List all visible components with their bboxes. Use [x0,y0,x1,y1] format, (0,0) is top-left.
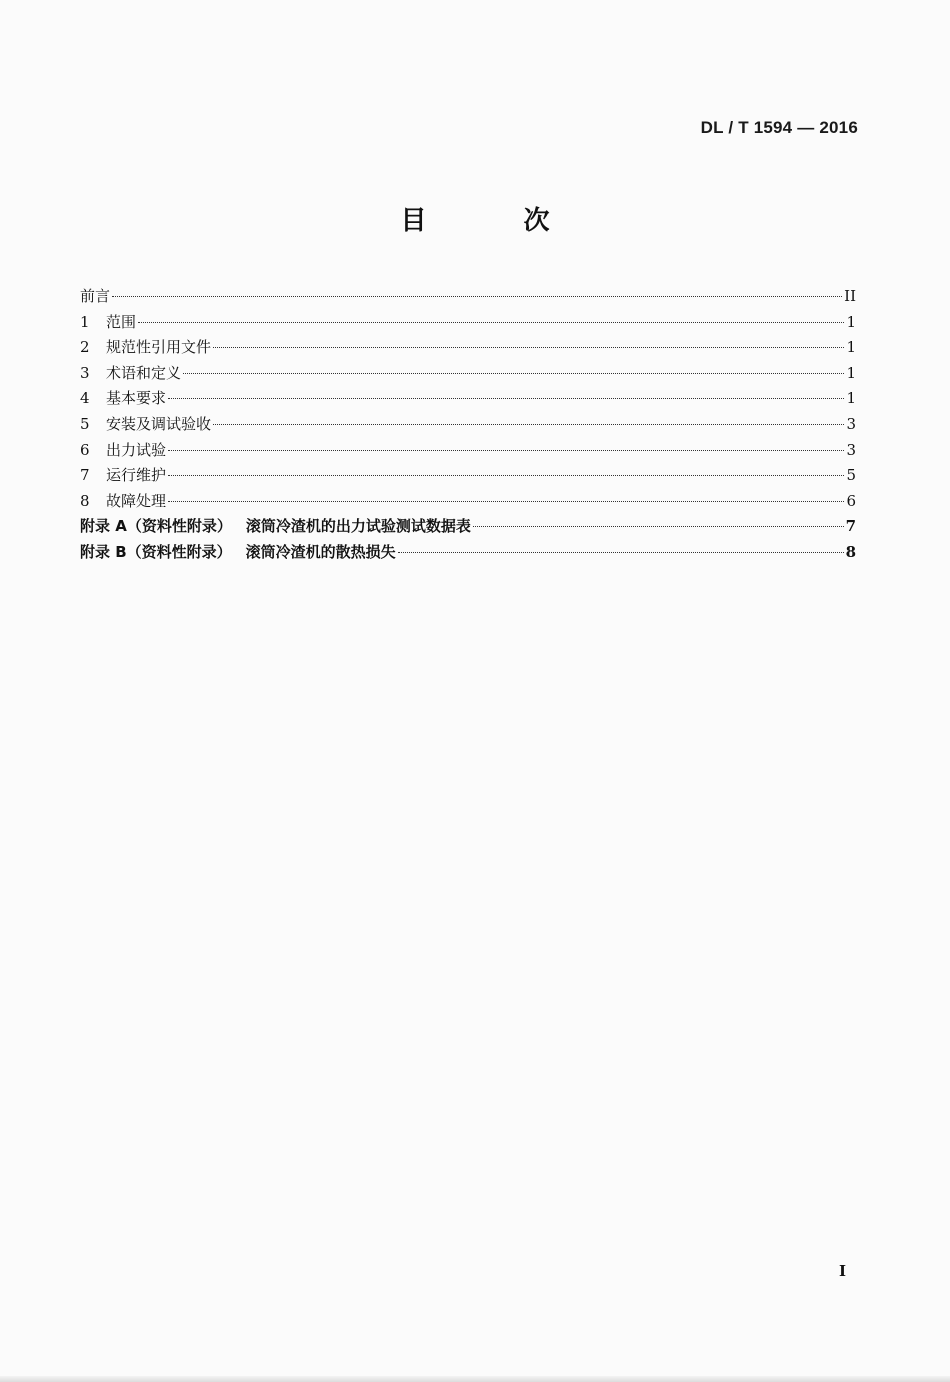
toc-entry-label: 出力试验 [106,440,167,459]
toc-entry-page: 1 [846,338,856,357]
scan-edge-shadow [0,1376,950,1382]
dot-leader [183,373,844,374]
document-code: DL / T 1594 — 2016 [700,118,858,137]
toc-entry-label: 规范性引用文件 [106,338,212,357]
page-title: 目 次 [400,206,594,236]
toc-entry-label: 基本要求 [106,389,167,408]
table-of-contents [80,284,856,566]
toc-entry-number: 1 [80,312,90,331]
toc-entry-page: 8 [845,542,856,561]
toc-entry-7[interactable] [80,463,856,489]
toc-entry-6[interactable] [80,438,856,464]
toc-entry-page: 3 [846,414,856,433]
dot-leader [398,552,844,553]
toc-entry-appendix-b[interactable] [80,540,856,566]
toc-entry-label: 运行维护 [106,466,167,485]
toc-entry-page: 7 [845,517,856,536]
toc-appendix-label: 附录 B（资料性附录） [80,542,232,561]
toc-entry-8[interactable] [80,489,856,515]
page-number: I [838,1262,846,1280]
toc-entry-page: 6 [846,491,856,510]
toc-entry-2[interactable] [80,335,856,361]
dot-leader [168,398,844,399]
dot-leader [473,526,844,527]
toc-entry-page: 1 [846,363,856,382]
toc-entry-number: 7 [80,466,90,485]
toc-appendix-label: 附录 A（资料性附录） [80,517,232,536]
toc-entry-label: 安装及调试验收 [106,414,212,433]
toc-entry-number: 6 [80,440,90,459]
toc-entry-page: 3 [846,440,856,459]
toc-entry-3[interactable] [80,361,856,387]
toc-entry-label: 故障处理 [106,491,167,510]
dot-leader [168,475,844,476]
toc-entry-number: 2 [80,338,90,357]
dot-leader [112,296,842,297]
toc-entry-label: 范围 [106,312,137,331]
dot-leader [138,322,844,323]
toc-entry-page: 1 [846,389,856,408]
toc-entry-page: 5 [846,466,856,485]
dot-leader [213,424,844,425]
toc-entry-page: II [844,287,856,305]
toc-entry-1[interactable] [80,310,856,336]
toc-entry-number: 4 [80,389,90,408]
toc-entry-5[interactable] [80,412,856,438]
toc-entry-number: 3 [80,363,90,382]
dot-leader [168,501,844,502]
toc-entry-label: 前言 [80,287,111,305]
toc-entry-number: 8 [80,491,90,510]
toc-entry-label: 术语和定义 [106,363,182,382]
dot-leader [168,450,844,451]
toc-entry-appendix-a[interactable] [80,514,856,540]
toc-entry-number: 5 [80,414,90,433]
toc-appendix-title: 滚筒冷渣机的散热损失 [245,542,396,561]
toc-entry-4[interactable] [80,386,856,412]
toc-entry-page: 1 [846,312,856,331]
toc-entry-preface[interactable] [80,284,856,310]
toc-appendix-title: 滚筒冷渣机的出力试验测试数据表 [245,517,471,536]
dot-leader [213,347,844,348]
